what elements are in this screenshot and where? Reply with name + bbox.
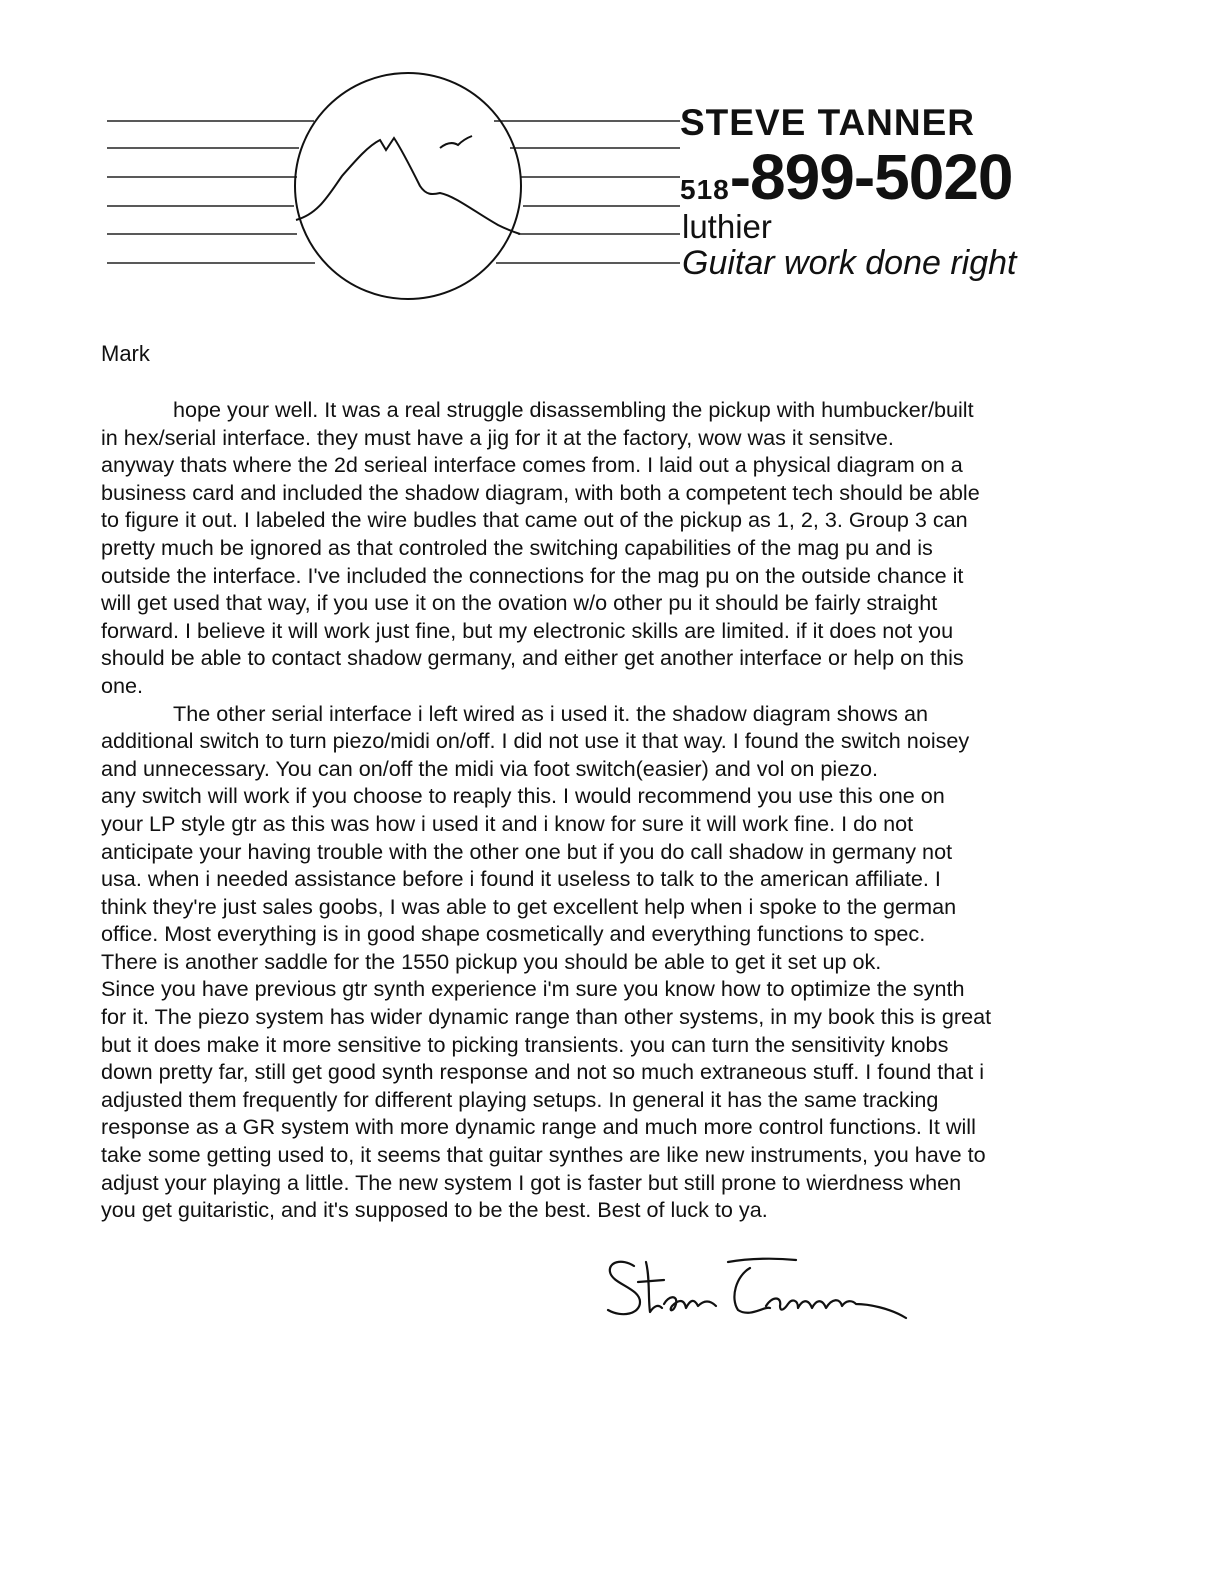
phone-area-code: 518	[680, 174, 730, 205]
body-line: you get guitaristic, and it's supposed to be the best. Best of luck to ya.	[101, 1197, 768, 1223]
body-line: and unnecessary. You can on/off the midi via foot switch(easier) and vol on piezo.	[101, 755, 879, 781]
salutation: Mark	[101, 341, 150, 366]
body-line: any switch will work if you choose to reaply this. I would recommend you use this one on	[101, 783, 945, 809]
body-line: The other serial interface i left wired as i used it. the shadow diagram shows an	[173, 700, 928, 726]
body-line: for it. The piezo system has wider dynamic range than other systems, in my book this is great	[101, 1004, 992, 1030]
body-line: to figure it out. I labeled the wire budles that came out of the pickup as 1, 2, 3. Group 3 can	[101, 507, 968, 533]
body-line: but it does make it more sensitive to picking transients. you can turn the sensitivity knobs	[101, 1031, 949, 1057]
letter-body	[101, 396, 1111, 1224]
phone-number: -899-5020	[729, 141, 1013, 213]
body-line: hope your well. It was a real struggle disassembling the pickup with humbucker/built	[173, 397, 974, 422]
letterhead-rules	[107, 121, 680, 263]
body-line: your LP style gtr as this was how i used it and i know for sure it will work fine. I do not	[101, 810, 914, 836]
mountain-logo	[0, 0, 1223, 330]
body-line: should be able to contact shadow germany, and either get another interface or help on this	[101, 645, 964, 671]
body-line: anticipate your having trouble with the other one but if you do call shadow in germany not	[101, 838, 953, 864]
body-line: pretty much be ignored as that controled the switching capabilities of the mag pu and is	[101, 534, 933, 560]
body-line: take some getting used to, it seems that guitar synthes are like new instruments, you have to	[101, 1142, 986, 1168]
mountain-icon	[296, 138, 520, 234]
body-line: will get used that way, if you use it on the ovation w/o other pu it should be fairly straight	[101, 590, 938, 616]
body-line: response as a GR system with more dynamic range and much more control functions. It will	[101, 1114, 976, 1140]
signature	[600, 1248, 920, 1343]
body-line: think they're just sales goobs, I was able to get excellent help when i spoke to the german	[101, 893, 957, 919]
bird-icon	[440, 136, 472, 148]
body-line: anyway thats where the 2d serieal interface comes from. I laid out a physical diagram on a	[101, 452, 963, 478]
letterhead-trade: luthier	[682, 208, 772, 245]
body-line: additional switch to turn piezo/midi on/off. I did not use it that way. I found the switch noisey	[101, 728, 970, 754]
body-line: There is another saddle for the 1550 pickup you should be able to get it set up ok.	[101, 948, 882, 974]
letterhead-name: STEVE TANNER	[680, 102, 976, 143]
body-line: adjusted them frequently for different playing setups. In general it has the same tracking	[101, 1086, 939, 1112]
letterhead	[0, 0, 1223, 330]
body-line: Since you have previous gtr synth experience i'm sure you know how to optimize the synth	[101, 976, 965, 1002]
body-line: one.	[101, 672, 144, 698]
letterhead-phone	[680, 140, 1013, 214]
body-line: adjust your playing a little. The new system I got is faster but still prone to wierdness when	[101, 1169, 962, 1195]
body-line: business card and included the shadow diagram, with both a competent tech should be able	[101, 479, 980, 505]
logo-circle	[295, 73, 521, 299]
body-line: in hex/serial interface. they must have a jig for it at the factory, wow was it sensitve.	[101, 424, 894, 450]
letterhead-slogan: Guitar work done right	[682, 244, 1017, 282]
body-line: down pretty far, still get good synth response and not so much extraneous stuff. I found that i	[101, 1059, 985, 1085]
body-line: outside the interface. I've included the connections for the mag pu on the outside chance it	[101, 562, 964, 588]
body-line: usa. when i needed assistance before i found it useless to talk to the american affiliate. I	[101, 866, 941, 892]
body-line: forward. I believe it will work just fine, but my electronic skills are limited. if it does not you	[101, 617, 954, 643]
body-line: office. Most everything is in good shape cosmetically and everything functions to spec.	[101, 921, 926, 947]
signature-drawing	[600, 1248, 920, 1338]
